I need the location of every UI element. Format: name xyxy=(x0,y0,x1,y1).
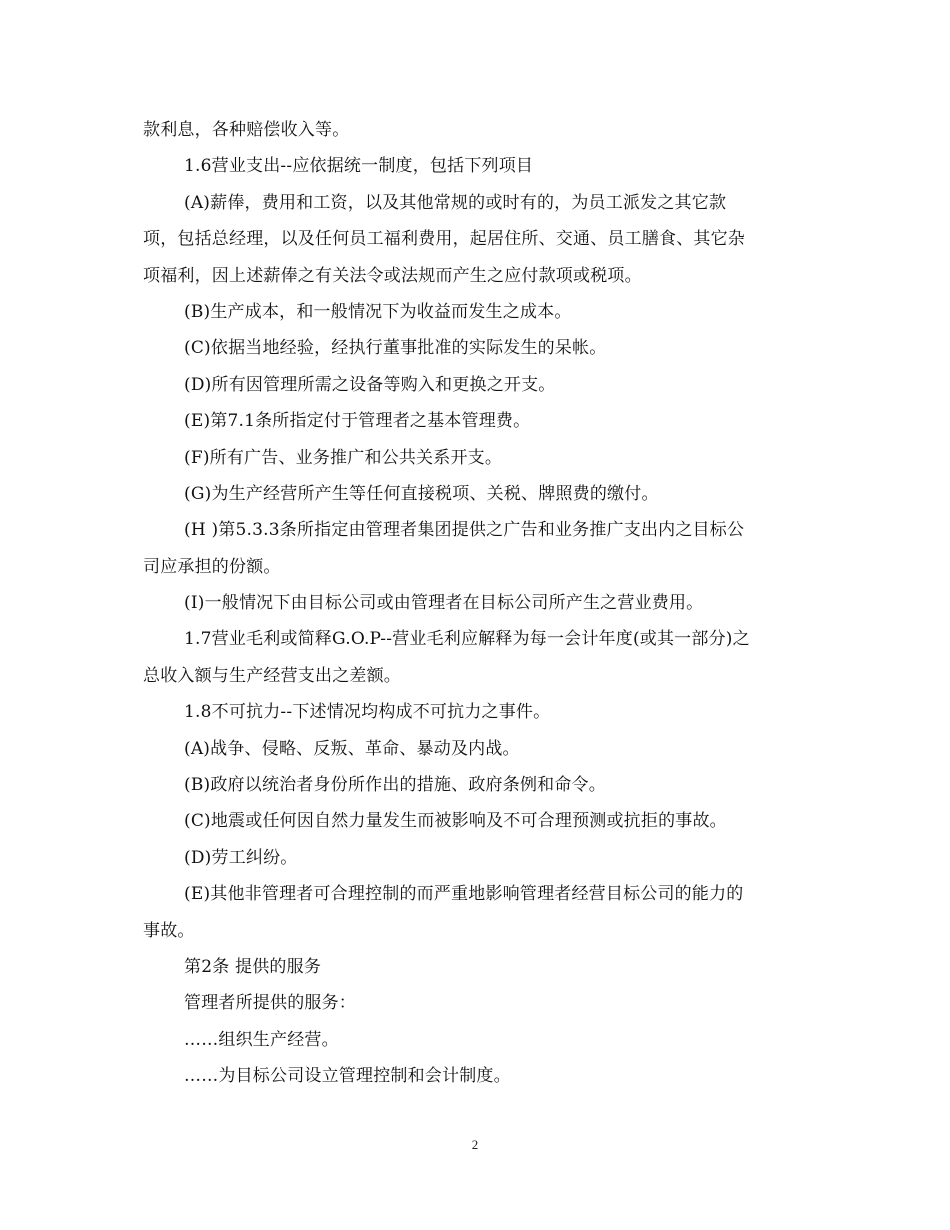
paragraph-line: (G)为生产经营所产生等任何直接税项、关税、牌照费的缴付。 xyxy=(184,483,659,504)
article-heading: 第2条 提供的服务 xyxy=(184,956,322,977)
paragraph-line: 总收入额与生产经营支出之差额。 xyxy=(143,665,401,686)
paragraph-line: 款利息，各种赔偿收入等。 xyxy=(143,120,350,140)
paragraph-line: 项，包括总经理，以及任何员工福利费用，起居住所、交通、员工膳食、其它杂 xyxy=(143,229,745,250)
paragraph-line: (C)地震或任何因自然力量发生而被影响及不可合理预测或抗拒的事故。 xyxy=(184,811,727,832)
paragraph-line: (D)所有因管理所需之设备等购入和更换之开支。 xyxy=(184,374,556,395)
paragraph-line: 项福利，因上述薪俸之有关法令或法规而产生之应付款项或税项。 xyxy=(143,265,642,286)
paragraph-line: (B)生产成本，和一般情况下为收益而发生之成本。 xyxy=(184,301,572,322)
paragraph-line: (E)第7.1条所指定付于管理者之基本管理费。 xyxy=(184,411,531,432)
section-heading-1-8: 1.8不可抗力--下述情况均构成不可抗力之事件。 xyxy=(184,702,551,723)
list-item: ……组织生产经营。 xyxy=(184,1029,339,1050)
paragraph-line: (H )第5.3.3条所指定由管理者集团提供之广告和业务推广支出内之目标公 xyxy=(184,520,745,541)
paragraph-line: 事故。 xyxy=(143,920,195,941)
section-heading-1-7: 1.7营业毛利或简释G.O.P--营业毛利应解释为每一会计年度(或其一部分)之 xyxy=(184,629,750,650)
paragraph-line: (A)战争、侵略、反叛、革命、暴动及内战。 xyxy=(184,738,520,759)
paragraph-line: (A)薪俸，费用和工资，以及其他常规的或时有的，为员工派发之其它款 xyxy=(184,192,727,213)
page-number: 2 xyxy=(471,1137,479,1152)
paragraph-line: (F)所有广告、业务推广和公共关系开支。 xyxy=(184,447,503,468)
paragraph-line: (D)劳工纠纷。 xyxy=(184,847,298,868)
paragraph-line: (I)一般情况下由目标公司或由管理者在目标公司所产生之营业费用。 xyxy=(184,593,704,614)
paragraph-line: (B)政府以统治者身份所作出的措施、政府条例和命令。 xyxy=(184,775,606,796)
section-heading-1-6: 1.6营业支出--应依据统一制度，包括下列项目 xyxy=(184,156,534,177)
list-item: ……为目标公司设立管理控制和会计制度。 xyxy=(184,1066,511,1087)
paragraph-line: 管理者所提供的服务： xyxy=(184,993,356,1014)
paragraph-line: (C)依据当地经验，经执行董事批准的实际发生的呆帐。 xyxy=(184,338,607,359)
document-body xyxy=(143,112,810,1095)
paragraph-line: 司应承担的份额。 xyxy=(143,556,281,577)
paragraph-line: (E)其他非管理者可合理控制的而严重地影响管理者经营目标公司的能力的 xyxy=(184,884,744,905)
